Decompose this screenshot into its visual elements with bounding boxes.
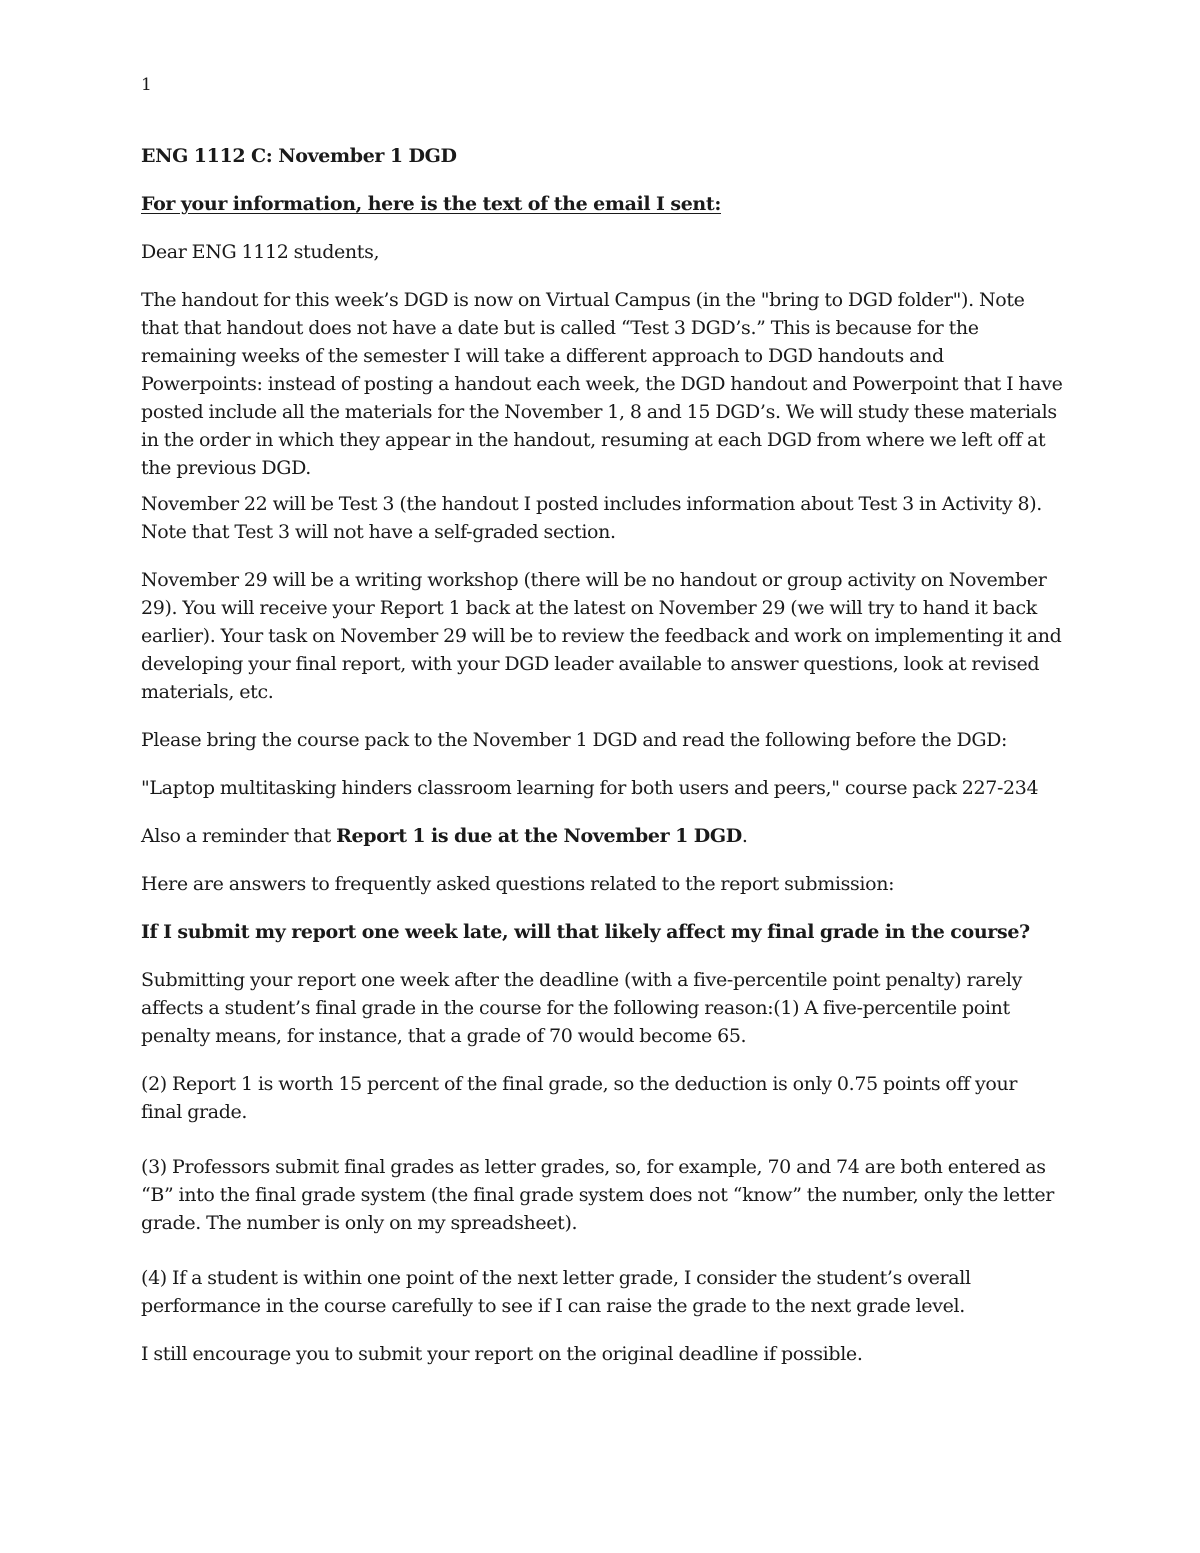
- reminder-prefix: Also a reminder that: [141, 825, 337, 847]
- document-body: [141, 142, 1063, 1388]
- reminder-suffix: .: [741, 825, 748, 847]
- paragraph-handout-info: The handout for this week’s DGD is now on Virtual Campus (in the "bring to DGD folder"). Note that that handout does not have a date but is called “Test 3 DGD’s.” This is because for the remaining weeks of the semester I will take a different approach to DGD handouts and Powerpoints: instead of posting a handout each week, the DGD handout and Powerpoint that I have posted include all the materials for the November 1, 8 and 15 DGD’s. We will study these materials in the order in which they appear in the handout, resuming at each DGD from where we left off at the previous DGD.: [141, 289, 1063, 479]
- document-title: ENG 1112 C: November 1 DGD: [141, 145, 457, 167]
- reading-reference: "Laptop multitasking hinders classroom learning for both users and peers," course pack 227-234: [141, 777, 1039, 799]
- closing-paragraph: I still encourage you to submit your report on the original deadline if possible.: [141, 1343, 863, 1365]
- paragraph-reminder: [141, 822, 1063, 850]
- reminder-bold-text: Report 1 is due at the November 1 DGD: [336, 825, 742, 847]
- salutation: Dear ENG 1112 students,: [141, 241, 380, 263]
- page-number: 1: [141, 75, 152, 95]
- faq-answer-1: Submitting your report one week after the deadline (with a five-percentile point penalty) rarely affects a student’s final grade in the course for the following reason:(1) A five-percentile point penalty means, for instance, that a grade of 70 would become 65.: [141, 969, 1022, 1047]
- paragraph-reading-instructions: Please bring the course pack to the November 1 DGD and read the following before the DGD:: [141, 729, 1008, 751]
- email-intro-heading: For your information, here is the text of the email I sent:: [141, 193, 721, 215]
- faq-answer-3: (3) Professors submit final grades as letter grades, so, for example, 70 and 74 are both entered as “B” into the final grade system (the final grade system does not “know” the number, only the letter grade. The number is only on my spreadsheet).: [141, 1156, 1055, 1234]
- faq-question: If I submit my report one week late, will that likely affect my final grade in the course?: [141, 921, 1030, 943]
- faq-intro: Here are answers to frequently asked questions related to the report submission:: [141, 873, 895, 895]
- faq-answer-2: (2) Report 1 is worth 15 percent of the final grade, so the deduction is only 0.75 points off your final grade.: [141, 1073, 1018, 1123]
- paragraph-test-3: November 22 will be Test 3 (the handout I posted includes information about Test 3 in Activity 8). Note that Test 3 will not have a self-graded section.: [141, 493, 1042, 543]
- faq-answer-4: (4) If a student is within one point of the next letter grade, I consider the student’s overall performance in the course carefully to see if I can raise the grade to the next grade level.: [141, 1267, 971, 1317]
- paragraph-writing-workshop: November 29 will be a writing workshop (there will be no handout or group activity on November 29). You will receive your Report 1 back at the latest on November 29 (we will try to hand it back earlier). Your task on November 29 will be to review the feedback and work on implementing it and developing your final report, with your DGD leader available to answer questions, look at revised materials, etc.: [141, 569, 1062, 703]
